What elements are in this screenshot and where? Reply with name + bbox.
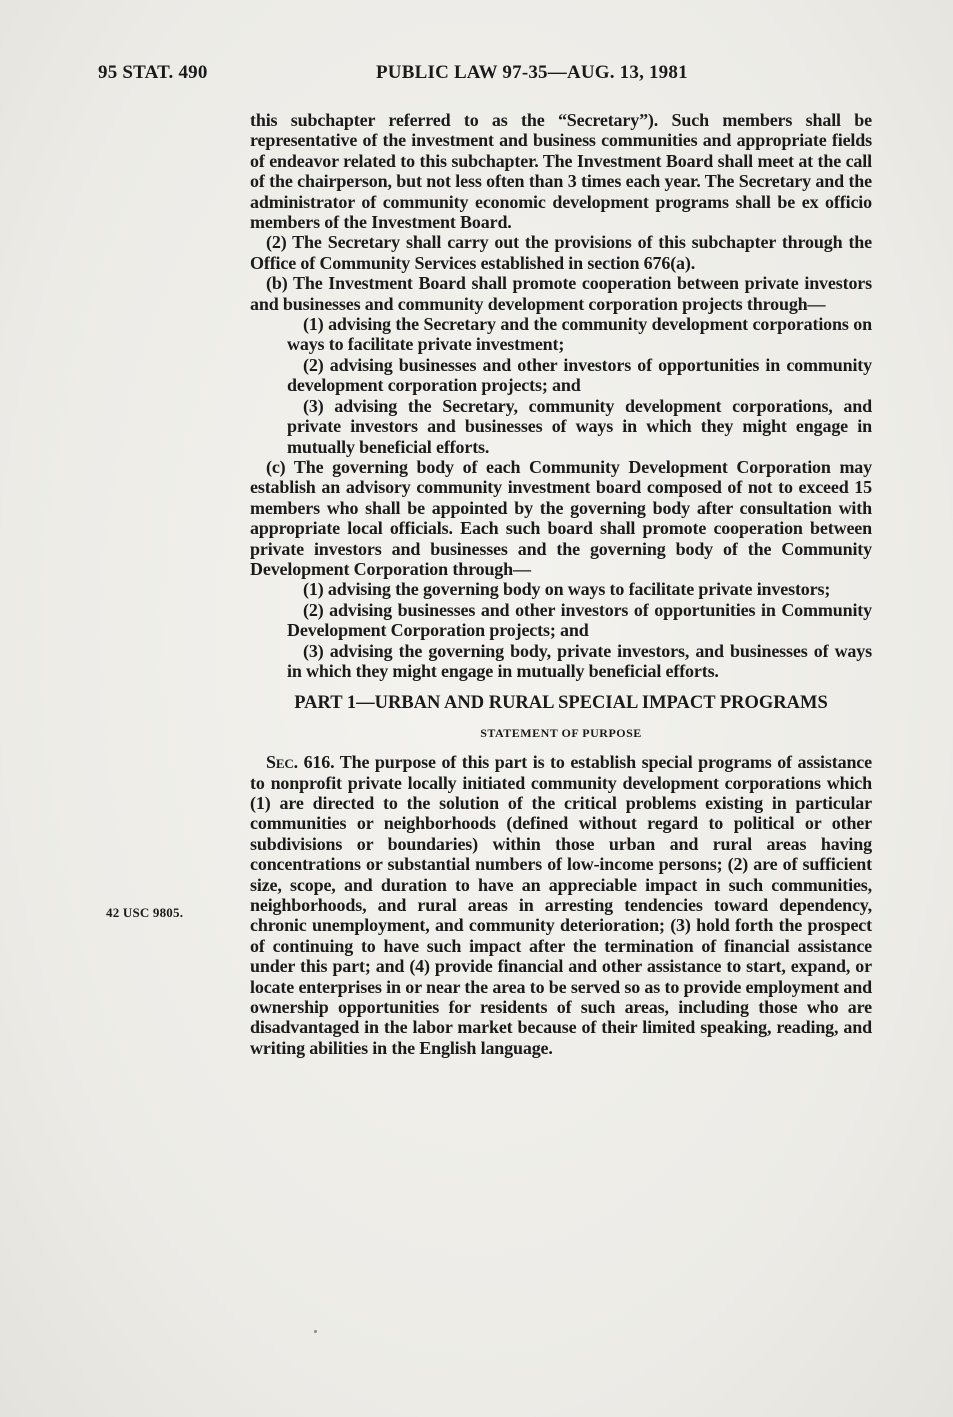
section-label: Sec. xyxy=(266,752,298,773)
margin-citation: 42 USC 9805. xyxy=(106,905,184,920)
paragraph-c3: (3) advising the governing body, private investors, and businesses of ways in which they might engage in mutually beneficial efforts. xyxy=(287,640,872,681)
stat-page-reference: 95 STAT. 490 xyxy=(98,62,208,83)
section-616-text: 616. The purpose of this part is to establish special programs of assistance to nonprofit private locally initiated community development corporations which (1) are directed to the solution of the critical problems existing in particular communities or neighborhoods (defined without regard to political or other subdivisions or boundaries) within those urban and rural areas having concentrations or substantial numbers of low-income persons; (2) are of sufficient size, scope, and duration to have an appreciable impact in such communities, neighborhoods, and rural areas in arresting tendencies toward dependency, chronic unemployment, and community deterioration; (3) hold forth the prospect of continuing to have such impact after the termination of financial assistance under this part; and (4) provide financial and other assistance to start, expand, or locate enterprises in or near the area to be served so as to provide employment and ownership opportunities for residents of such areas, including those who are disadvantaged in the labor market because of their limited speaking, reading, and writing abilities in the English language. xyxy=(250,752,872,1058)
paragraph-c2: (2) advising businesses and other investors of opportunities in Community Development Corporation projects; and xyxy=(287,599,872,641)
part-heading: PART 1—URBAN AND RURAL SPECIAL IMPACT PROGRAMS xyxy=(294,693,828,714)
scan-speck xyxy=(314,1330,317,1333)
public-law-title: PUBLIC LAW 97-35—AUG. 13, 1981 xyxy=(376,62,688,83)
paragraph-c: (c) The governing body of each Community Development Corporation may establish an advisory community investment board composed of not to exceed 15 members who shall be appointed by the governing body after consultation with appropriate local officials. Each such board shall promote cooperation between private investors and businesses and the governing body of the Community Development Corporation through— xyxy=(250,456,872,579)
paragraph-b2: (2) advising businesses and other investors of opportunities in community development corporation projects; and xyxy=(287,354,872,396)
page-header xyxy=(98,62,778,88)
continuation-paragraph: this subchapter referred to as the “Secretary”). Such members shall be representative of the investment and business communities and appropriate fields of endeavor related to this subchapter. The Investment Board shall meet at the call of the chairperson, but not less often than 3 times each year. The Secretary and the administrator of community economic development programs shall be ex officio members of the Investment Board. xyxy=(250,110,872,233)
paragraph-c1: (1) advising the governing body on ways to facilitate private investors; xyxy=(303,579,831,600)
section-616-paragraph xyxy=(250,752,872,1058)
document-body xyxy=(250,110,872,1058)
paragraph-b1: (1) advising the Secretary and the community development corporations on ways to facilitate private investment; xyxy=(287,314,872,355)
paragraph-b3: (3) advising the Secretary, community development corporations, and private investors and businesses of ways in which they might engage in mutually beneficial efforts. xyxy=(287,395,872,457)
paragraph-a2: (2) The Secretary shall carry out the provisions of this subchapter through the Office of Community Services established in section 676(a). xyxy=(250,232,872,273)
paragraph-b: (b) The Investment Board shall promote cooperation between private investors and businesses and community development corporation projects through— xyxy=(250,273,872,314)
section-heading: STATEMENT OF PURPOSE xyxy=(480,725,642,740)
